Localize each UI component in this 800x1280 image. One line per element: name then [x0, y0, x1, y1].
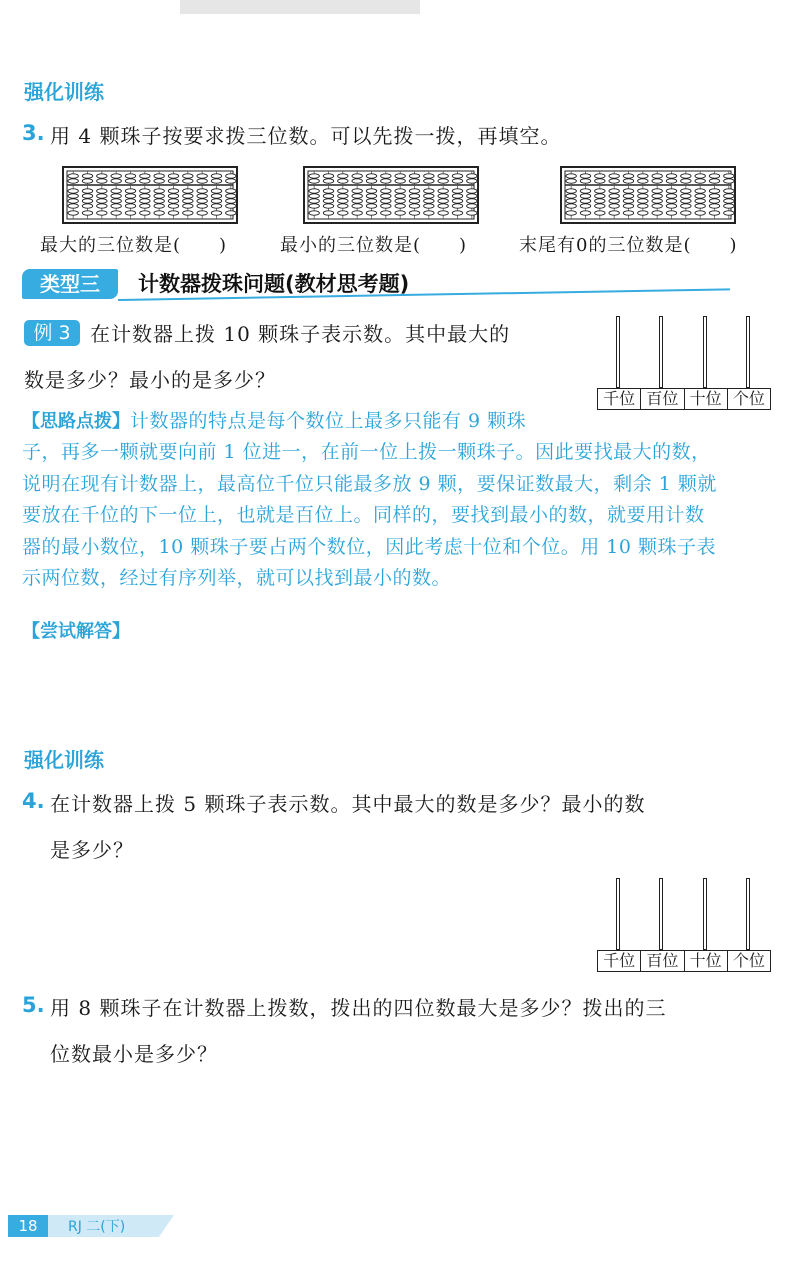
blank-min-three-digit: 最小的三位数是( )	[280, 235, 468, 256]
place-ones: 个位	[732, 389, 765, 408]
hint-line: 示两位数，经过有序列举，就可以找到最小的数。	[22, 567, 452, 589]
hint-line: 子，再多一颗就要向前 1 位进一，在前一位上拨一颗珠子。因此要找最大的数，	[22, 441, 711, 463]
hint-label: 【思路点拨】	[22, 411, 130, 432]
question-number-5: 5.	[22, 993, 45, 1017]
rod-hundreds	[659, 316, 663, 388]
question-text-5-line1: 用 8 颗珠子在计数器上拨数，拨出的四位数最大是多少？拨出的三	[50, 996, 667, 1020]
blank-max-three-digit: 最大的三位数是( )	[40, 235, 228, 256]
counting-frame-q4	[597, 878, 771, 974]
try-answer-label: 【尝试解答】	[22, 621, 130, 642]
example-badge: 例 3	[24, 320, 80, 346]
header-decoration	[150, 0, 450, 18]
abacus-image-3	[560, 166, 736, 224]
question-text-3: 用 4 颗珠子按要求拨三位数。可以先拨一拨，再填空。	[50, 124, 562, 148]
place-ones: 个位	[732, 951, 765, 970]
question-number-4: 4.	[22, 789, 45, 813]
edition-label: RJ 二(下)	[68, 1219, 126, 1235]
question-text-5-line2: 位数最小是多少？	[50, 1042, 218, 1066]
place-hundreds: 百位	[641, 389, 684, 409]
hint-line: 要放在千位的下一位上，也就是百位上。同样的，要找到最小的数，就要用计数	[22, 504, 705, 526]
rod-hundreds	[659, 878, 663, 950]
hint-first-line	[22, 406, 526, 433]
question-number-3: 3.	[22, 121, 45, 145]
place-value-labels	[597, 388, 771, 410]
hint-text-first: 计数器的特点是每个数位上最多只能有 9 颗珠	[130, 410, 527, 432]
rod-thousands	[616, 878, 620, 950]
rod-tens	[703, 878, 707, 950]
example-text-line1: 在计数器上拨 10 颗珠子表示数。其中最大的	[90, 322, 511, 346]
place-thousands: 千位	[598, 951, 641, 971]
rod-ones	[746, 316, 750, 388]
hint-line: 器的最小数位，10 颗珠子要占两个数位，因此考虑十位和个位。用 10 颗珠子表	[22, 535, 716, 558]
abacus-image-2	[303, 166, 479, 224]
counting-frame-example	[597, 316, 771, 412]
section-title-strengthen: 强化训练	[24, 80, 104, 104]
place-tens: 十位	[685, 389, 728, 409]
blank-ends-zero: 末尾有0的三位数是( )	[519, 235, 738, 256]
place-value-labels	[597, 950, 771, 972]
place-tens: 十位	[685, 951, 728, 971]
abacus-image-1	[62, 166, 238, 224]
rod-thousands	[616, 316, 620, 388]
hint-paragraph	[22, 437, 778, 595]
type-title: 计数器拨珠问题(教材思考题)	[138, 272, 410, 296]
place-thousands: 千位	[598, 389, 641, 409]
question-text-4-line2: 是多少？	[50, 838, 134, 862]
example-text-line2: 数是多少？最小的是多少？	[24, 368, 276, 392]
rod-ones	[746, 878, 750, 950]
hint-line: 说明在现有计数器上，最高位千位只能最多放 9 颗，要保证数最大，剩余 1 颗就	[22, 472, 717, 495]
page-number: 18	[8, 1215, 48, 1237]
section-title-strengthen-2: 强化训练	[24, 748, 104, 772]
rod-tens	[703, 316, 707, 388]
type-badge: 类型三	[22, 269, 118, 299]
question-text-4-line1: 在计数器上拨 5 颗珠子表示数。其中最大的数是多少？最小的数	[50, 792, 646, 816]
place-hundreds: 百位	[641, 951, 684, 971]
